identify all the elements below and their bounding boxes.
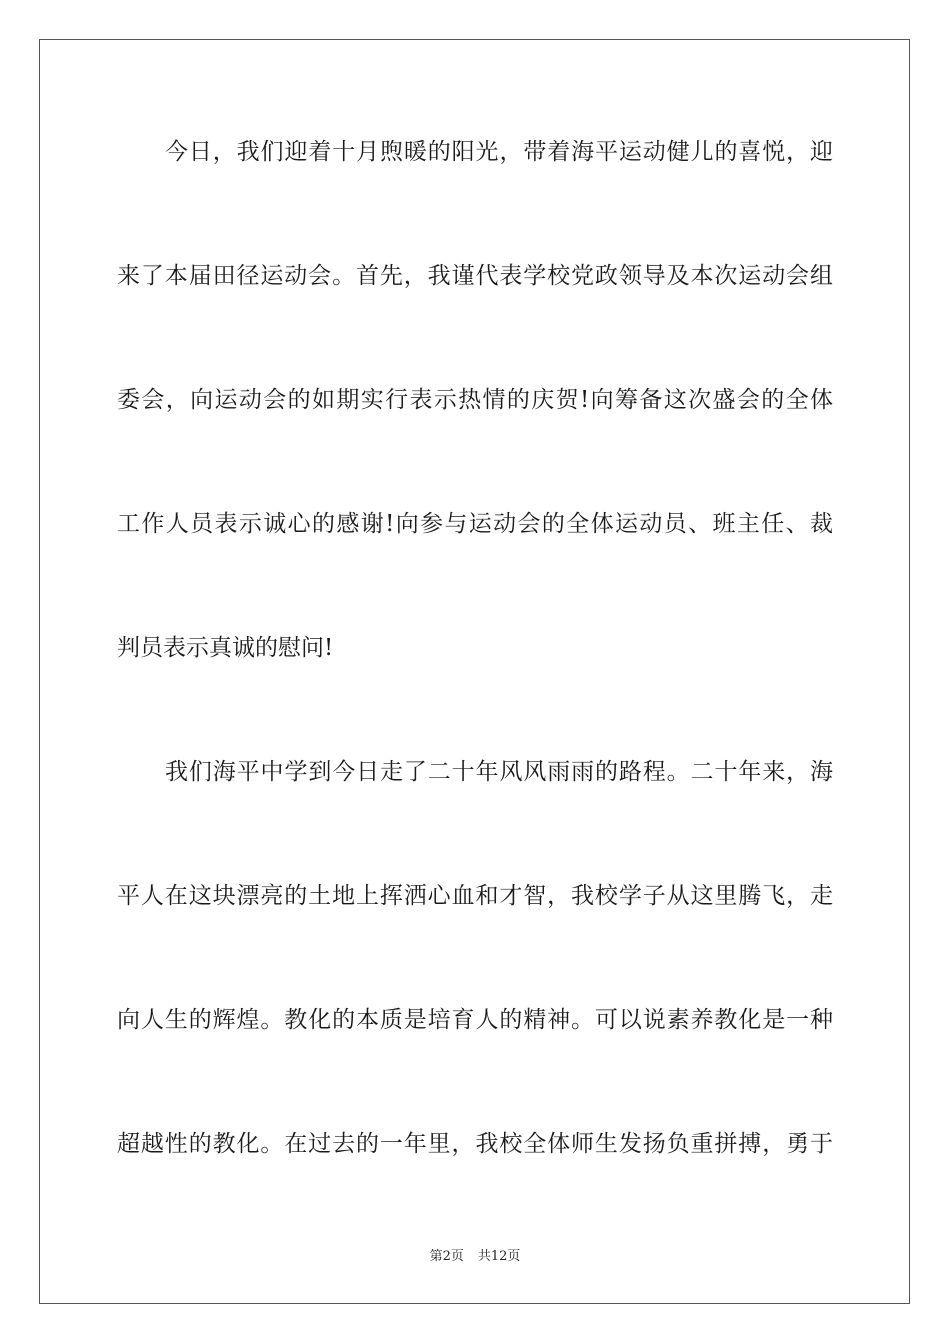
paragraph-1-line-4: 工作人员表示诚心的感谢!向参与运动会的全体运动员、班主任、裁 <box>117 511 833 537</box>
paragraph-2-line-3: 向人生的辉煌。教化的本质是培育人的精神。可以说素养教化是一种 <box>117 1007 833 1033</box>
page-total: 共12页 <box>477 1249 521 1264</box>
page-frame <box>39 39 910 1304</box>
paragraph-1-line-3: 委会，向运动会的如期实行表示热情的庆贺!向筹备这次盛会的全体 <box>117 387 833 413</box>
page-footer <box>0 1248 950 1266</box>
paragraph-1-line-1: 今日，我们迎着十月煦暖的阳光，带着海平运动健儿的喜悦，迎 <box>165 139 833 165</box>
paragraph-2-line-1: 我们海平中学到今日走了二十年风风雨雨的路程。二十年来，海 <box>165 759 833 785</box>
page-number: 第2页 <box>429 1249 464 1264</box>
paragraph-2-line-2: 平人在这块漂亮的土地上挥洒心血和才智，我校学子从这里腾飞，走 <box>117 883 833 909</box>
paragraph-2-line-4: 超越性的教化。在过去的一年里，我校全体师生发扬负重拼搏，勇于 <box>117 1131 833 1157</box>
paragraph-1-line-2: 来了本届田径运动会。首先，我谨代表学校党政领导及本次运动会组 <box>117 263 833 289</box>
paragraph-1-line-5: 判员表示真诚的慰问! <box>117 635 334 661</box>
